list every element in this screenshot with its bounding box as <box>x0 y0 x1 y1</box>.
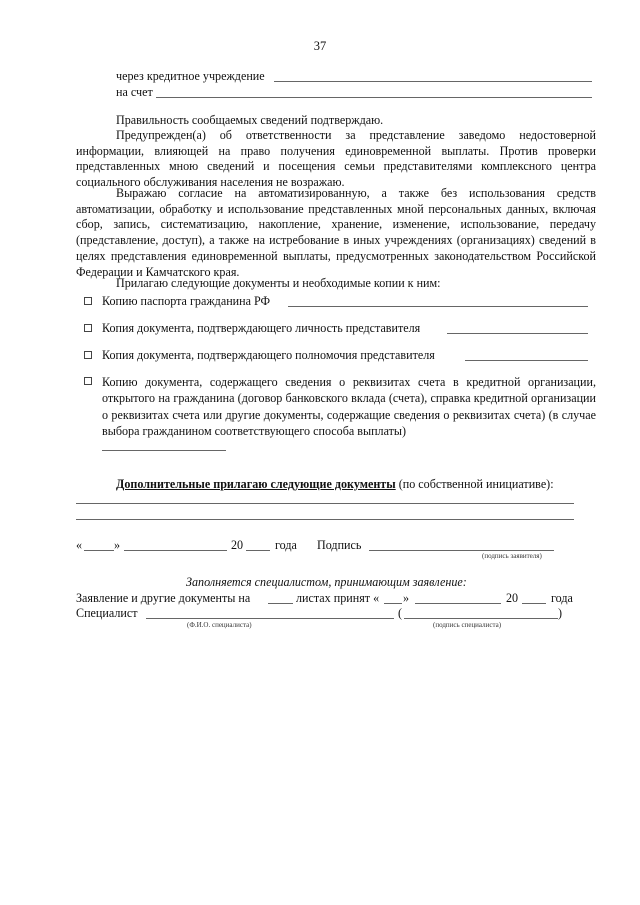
additional-line-2[interactable] <box>76 519 574 520</box>
received-day-field[interactable] <box>384 603 402 604</box>
warning-paragraph <box>76 128 596 191</box>
received-text-5: года <box>551 591 573 605</box>
consent-text: Выражаю согласие на автоматизированную, а также без использования средств автоматизации, обработку и использование представленных мной персональных данных, включая сбор, запись, систематизацию, накопление, хранение, изменение, использование, передачу (представление, доступ), а также на истребование в иных учреждениях (организациях) сведений в целях представления единовременной выплаты, предусмотренных законодательством Российской Федерации и Камчатского края. <box>76 186 596 279</box>
close-paren: ) <box>558 606 563 620</box>
received-text-1: Заявление и другие документы на <box>76 591 251 605</box>
specialist-sign-field[interactable] <box>404 618 558 619</box>
day-field[interactable] <box>84 550 114 551</box>
account-field[interactable] <box>156 97 592 98</box>
doc-label: Копию паспорта гражданина РФ <box>102 294 271 308</box>
received-month-field[interactable] <box>415 603 501 604</box>
signature-field[interactable] <box>369 550 554 551</box>
passport-field[interactable] <box>288 306 588 307</box>
received-text-4: 20 <box>506 591 519 605</box>
year-prefix: 20 <box>231 538 244 552</box>
year-field[interactable] <box>246 550 270 551</box>
bank-through-field[interactable] <box>274 81 592 82</box>
sign-caption: (подпись специалиста) <box>433 621 502 629</box>
specialist-heading: Заполняется специалистом, принимающим заявление: <box>186 575 467 589</box>
received-text-3: » <box>403 591 410 605</box>
doc-label: Копия документа, подтверждающего полномочия представителя <box>102 348 435 362</box>
identity-field[interactable] <box>447 333 588 334</box>
date-quote-open: « <box>76 538 83 552</box>
authority-field[interactable] <box>465 360 588 361</box>
specialist-name-field[interactable] <box>146 618 394 619</box>
date-quote-close: » <box>114 538 121 552</box>
specialist-label: Специалист <box>76 606 138 620</box>
year-suffix: года <box>275 538 297 552</box>
confirm-text: Правильность сообщаемых сведений подтверждаю. <box>116 113 384 127</box>
consent-paragraph <box>76 186 596 280</box>
checkbox[interactable] <box>84 297 92 305</box>
checkbox[interactable] <box>84 377 92 385</box>
checkbox[interactable] <box>84 351 92 359</box>
doc-label: Копия документа, подтверждающего личность представителя <box>102 321 421 335</box>
signature-label: Подпись <box>317 538 362 552</box>
received-year-field[interactable] <box>522 603 546 604</box>
account-label: на счет <box>116 85 153 99</box>
attach-intro: Прилагаю следующие документы и необходимые копии к ним: <box>116 276 441 290</box>
bank-through-label: через кредитное учреждение <box>116 69 265 83</box>
page-number: 37 <box>313 39 327 53</box>
additional-heading: Дополнительные прилагаю следующие документы (по собственной инициативе): <box>116 477 554 491</box>
warning-text: Предупрежден(а) об ответственности за представление заведомо недостоверной информации, влияющей на право получения единовременной выплаты. Против проверки представленных мною сведений и посещения семьи представителями комплексного центра социального обслуживания населения не возражаю. <box>76 128 596 190</box>
doc-label: Копию документа, содержащего сведения о реквизитах счета в кредитной организации, открытого на гражданина (договор банковского вклада (счета), справка кредитной организации о реквизитах счета или другие документы, содержащие сведения о реквизитах счета) (в случае выбора гражданином соответствующего способа выплаты) <box>102 375 596 438</box>
open-paren: ( <box>398 606 403 620</box>
bank-details-field[interactable] <box>102 450 226 451</box>
month-field[interactable] <box>124 550 227 551</box>
sheets-field[interactable] <box>268 603 293 604</box>
received-text-2: листах принят « <box>296 591 380 605</box>
signature-caption: (подпись заявителя) <box>482 552 542 560</box>
checkbox[interactable] <box>84 324 92 332</box>
additional-line-1[interactable] <box>76 503 574 504</box>
fio-caption: (Ф.И.О. специалиста) <box>187 621 252 629</box>
